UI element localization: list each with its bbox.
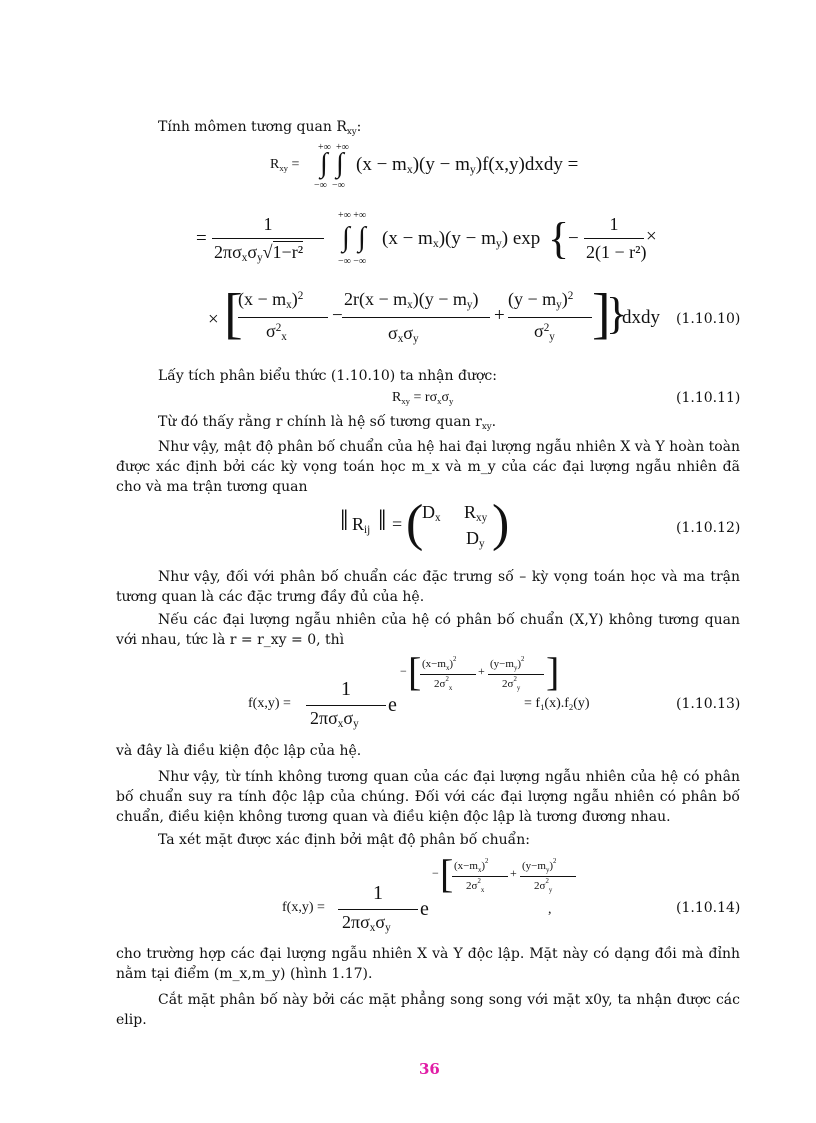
intro-line: Tính mômen tương quan $R_{xy}$: [158, 119, 362, 137]
paragraph-independence-condition: và đây là điều kiện độc lập của hệ. [116, 743, 362, 759]
paragraph-characteristics: Như vậy, đối với phân bố chuẩn các đặc trưng số – kỳ vọng toán học và ma trận tương quan là các đặc trưng đầy đủ của hệ. [116, 569, 740, 605]
page-number: 36 [419, 1060, 440, 1078]
paragraph-correlation-coefficient: Từ đó thấy rằng r chính là hệ số tương quan $r_{xy}$. [158, 414, 497, 432]
equation-number-1-10-14: (1.10.14) [676, 900, 741, 916]
equation-1-10-10-line2: = 1 $2\pi\sigma_x\sigma_y√1-r^2$ +∞ +∞ ∫ ∫ −∞ −∞ $(x - m_x)(y - m_y)$ exp { − 1 2(1 − r²) × [196, 210, 657, 267]
equation-1-10-12: ‖ $R_{ij}$ ‖ = ( $D_x$ $R_{xy}$ $D_y$ ) [340, 495, 510, 552]
equation-1-10-10-line3: × [ $(x - m_x)^2$ $\sigma^2_x$ − $2r(x - m_x)(y - m_y)$ $\sigma_x\sigma_y$ + $(y - m_y)^2$ $\sigma^2_y$ ] } dxdy [208, 283, 660, 345]
equation-1-10-11: $R_{xy} = r\sigma_x\sigma_y$ [392, 390, 454, 406]
paragraph-ellipses: Cắt mặt phân bố này bởi các mặt phẳng song song với mặt x0y, ta nhận được các elip. [116, 992, 740, 1028]
equation-1-10-14: f(x,y) = 1 $2\pi\sigma_x\sigma_y$ e − [ $(x-m_x)^2$ $2\sigma^2_x$ + $(y-m_y)^2$ $2\sigma^2_y$ , [282, 852, 582, 936]
paragraph-hill-shape: cho trường hợp các đại lượng ngẫu nhiên X và Y độc lập. Mặt này có dạng đồi mà đỉnh nằm tại điểm (m_x,m_y) (hình 1.17). [116, 946, 740, 982]
paragraph-uncorrelated: Nếu các đại lượng ngẫu nhiên của hệ có phân bố chuẩn (X,Y) không tương quan với nhau, tức là r = r_xy = 0, thì [116, 612, 740, 648]
paragraph-integral: Lấy tích phân biểu thức (1.10.10) ta nhận được: [158, 368, 497, 384]
paragraph-surface: Ta xét mặt được xác định bởi mật độ phân bố chuẩn: [158, 832, 530, 848]
equation-number-1-10-13: (1.10.13) [676, 696, 741, 712]
equation-number-1-10-10: (1.10.10) [676, 311, 741, 327]
equation-number-1-10-11: (1.10.11) [676, 390, 741, 406]
equation-1-10-13: f(x,y) = 1 $2\pi\sigma_x\sigma_y$ e − [ $(x-m_x)^2$ $2\sigma^2_x$ + $(y-m_y)^2$ $2\sigma^2_y$ ] = $f_1(x).f_2(y)$ [248, 649, 590, 730]
paragraph-conclusion: Như vậy, từ tính không tương quan của các đại lượng ngẫu nhiên của hệ có phân bố chuẩn suy ra tính độc lập của chúng. Đối với các đại lượng ngẫu nhiên có phân bố chuẩn, điều kiện không tương quan và điều kiện độc lập là tương đương nhau. [116, 769, 740, 825]
equation-number-1-10-12: (1.10.12) [676, 520, 741, 536]
paragraph-normal-density: Như vậy, mật độ phân bố chuẩn của hệ hai đại lượng ngẫu nhiên X và Y hoàn toàn được xác định bởi các kỳ vọng toán học m_x và m_y của các đại lượng ngẫu nhiên đã cho và ma trận tương quan [116, 439, 740, 495]
equation-1-10-10-line1: $R_{xy}$ = +∞ +∞ ∫ ∫ −∞ −∞ $(x - m_x)(y$ − $m_y)f(x,y)dxdy$ = [270, 142, 579, 191]
